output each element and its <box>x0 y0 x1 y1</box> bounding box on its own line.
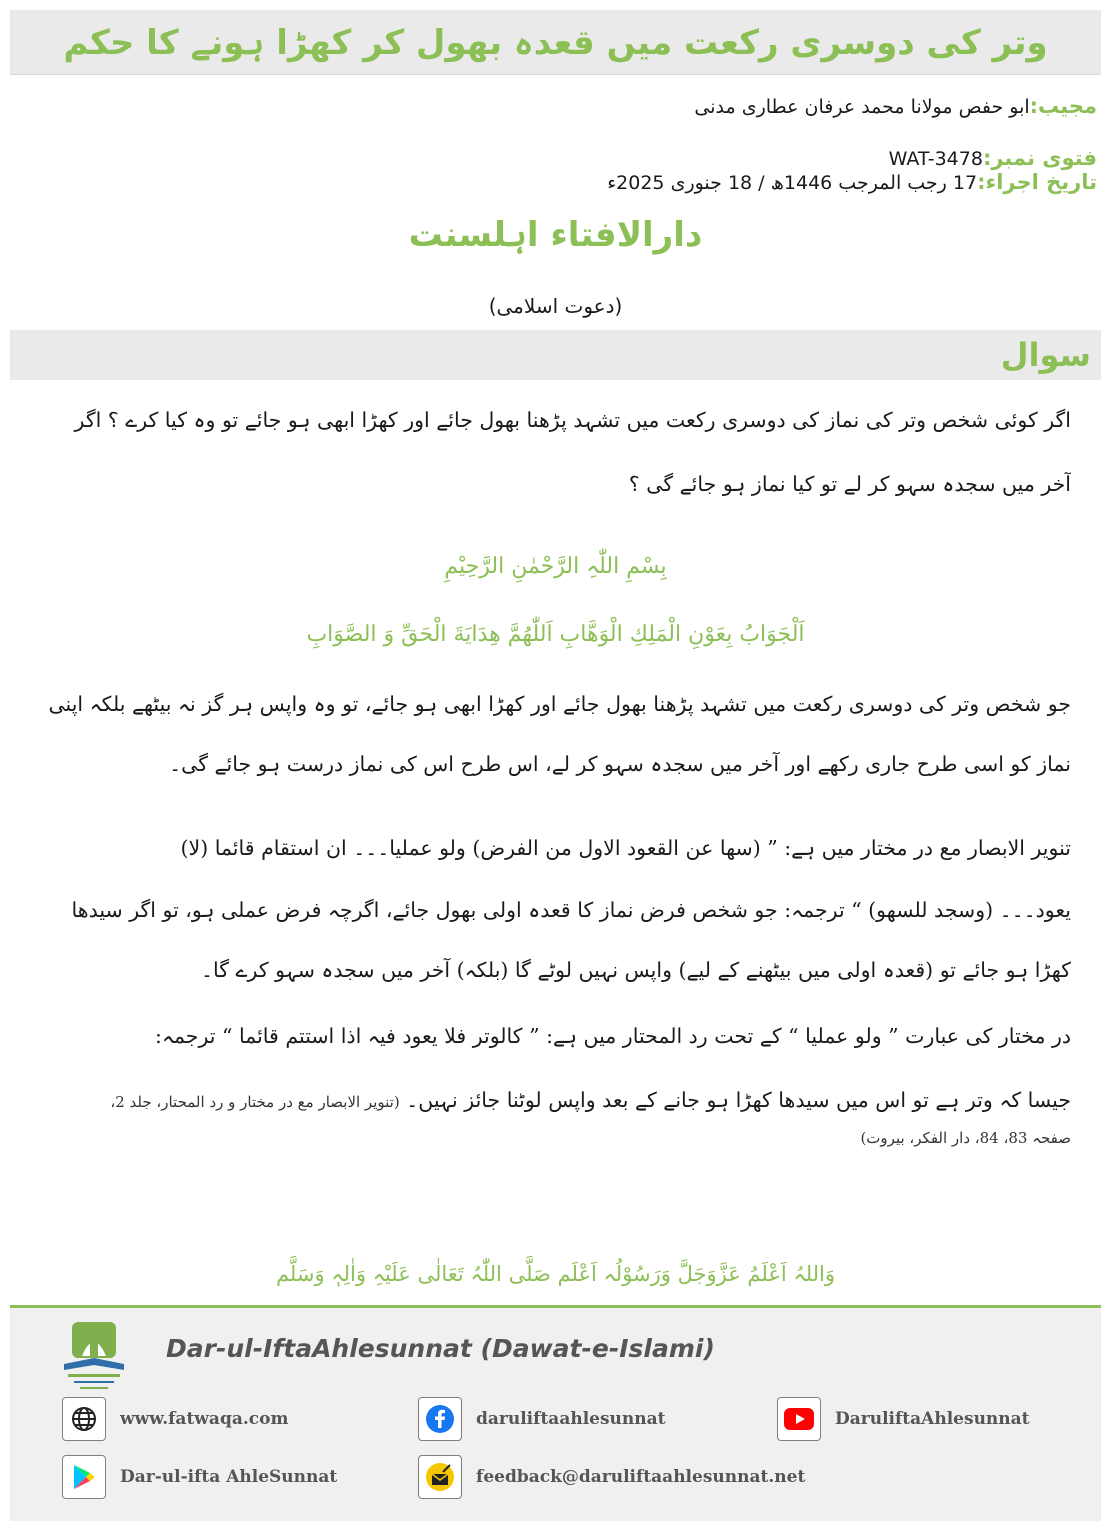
playstore-link[interactable] <box>62 1455 337 1499</box>
reference-text: (تنویر الابصار مع در مختار و رد المحتار، جلد 2، <box>110 1093 400 1111</box>
mujeeb-label: مجیب: <box>1029 94 1097 118</box>
fatwa-number-row <box>889 146 1097 170</box>
playstore-text: Dar-ul-ifta AhleSunnat <box>120 1467 338 1487</box>
bismillah: بِسْمِ اللّٰہِ الرَّحْمٰنِ الرَّحِیْمِ <box>444 554 667 579</box>
youtube-link[interactable] <box>777 1397 1030 1441</box>
feedback-email-text: feedback@daruliftaahlesunnat.net <box>476 1467 806 1487</box>
play-store-icon <box>62 1455 106 1499</box>
dar-ul-ifta-logo-icon <box>54 1318 134 1398</box>
answer-paragraph-line: نماز کو اسی طرح جاری رکھے اور آخر میں سجدہ سہو کر لے، اس طرح اس کی نماز درست ہو جائے گی۔ <box>169 752 1071 776</box>
youtube-icon <box>777 1397 821 1441</box>
citation-line: در مختار کی عبارت ” ولو عملیا “ کے تحت رد المحتار میں ہے: ” کالوتر فلا یعود فیہ اذا استتم قائما “ ترجمہ: <box>155 1024 1071 1048</box>
issue-date-label: تاریخ اجراء: <box>977 170 1097 194</box>
mujeeb-row <box>694 94 1097 118</box>
website-link[interactable] <box>62 1397 288 1441</box>
fatwa-number-value: WAT-3478 <box>888 148 983 170</box>
issue-date-value: 17 رجب المرجب 1446ھ / 18 جنوری 2025ء <box>607 172 978 194</box>
globe-icon <box>62 1397 106 1441</box>
answer-paragraph-line: جو شخص وتر کی دوسری رکعت میں تشہد پڑھنا بھول جائے اور کھڑا ابھی ہو جائے، تو وہ واپس ہر گز نہ بیٹھے بلکہ اپنی <box>48 692 1071 716</box>
citation-line: تنویر الابصار مع در مختار میں ہے: ” (سھا عن القعود الاول من الفرض) ولو عملیا۔۔۔ ان استقام قائما (لا) <box>180 836 1071 860</box>
website-text: www.fatwaqa.com <box>120 1409 289 1429</box>
facebook-icon <box>418 1397 462 1441</box>
facebook-link[interactable] <box>418 1397 665 1441</box>
page-title: وتر کی دوسری رکعت میں قعدہ بھول کر کھڑا ہونے کا حکم <box>10 10 1101 75</box>
answer-opening: اَلْجَوَابُ بِعَوْنِ الْمَلِكِ الْوَهَّابِ اَللّٰهُمَّ هِدَايَةَ الْحَقِّ وَ الصَّوَابِ <box>306 622 805 647</box>
closing-invocation: وَاللہُ اَعْلَمُ عَزَّوَجَلَّ وَرَسُوْلُہ اَعْلَم صَلَّی اللّٰہُ تَعَالٰی عَلَیْہِ وَاٰلِہٖ وَسَلَّم <box>275 1262 836 1286</box>
citation-line <box>40 1088 1071 1112</box>
facebook-text: daruliftaahlesunnat <box>476 1409 666 1429</box>
feedback-mail-icon <box>418 1455 462 1499</box>
footer <box>10 1308 1101 1521</box>
question-header-bar <box>10 330 1101 380</box>
question-heading: سوال <box>1000 336 1091 374</box>
reference-line <box>40 1124 1071 1148</box>
feedback-email-link[interactable] <box>418 1455 805 1499</box>
organization-subtitle: (دعوت اسلامی) <box>488 294 623 318</box>
question-line: اگر کوئی شخص وتر کی نماز کی دوسری رکعت میں تشہد پڑھنا بھول جائے اور کھڑا ابھی ہو جائے تو وہ کیا کرے ؟ اگر <box>74 408 1071 432</box>
reference-text: صفحہ 83، 84، دار الفکر، بیروت) <box>860 1129 1071 1147</box>
organization-name: دارالافتاء اہلسنت <box>408 215 703 255</box>
fatwa-number-label: فتوی نمبر: <box>982 146 1097 170</box>
brand-name: Dar-ul-IftaAhlesunnat (Dawat-e-Islami) <box>166 1334 715 1363</box>
issue-date-row <box>607 170 1097 194</box>
citation-line: کھڑا ہو جائے تو (قعدہ اولی میں بیٹھنے کے لیے) واپس نہیں لوٹے گا (بلکہ) آخر میں سجدہ سہو کرے گا۔ <box>200 958 1071 982</box>
citation-text: جیسا کہ وتر ہے تو اس میں سیدھا کھڑا ہو جانے کے بعد واپس لوٹنا جائز نہیں۔ <box>406 1088 1071 1112</box>
youtube-text: DaruliftaAhlesunnat <box>835 1409 1030 1429</box>
mujeeb-value: ابو حفص مولانا محمد عرفان عطاری مدنی <box>694 96 1030 118</box>
question-line: آخر میں سجدہ سہو کر لے تو کیا نماز ہو جائے گی ؟ <box>628 472 1071 496</box>
citation-line: یعود۔۔۔ (وسجد للسھو) “ ترجمہ: جو شخص فرض نماز کا قعدہ اولی بھول جائے، اگرچہ فرض عملی ہو، تو اگر سیدھا <box>71 898 1071 922</box>
